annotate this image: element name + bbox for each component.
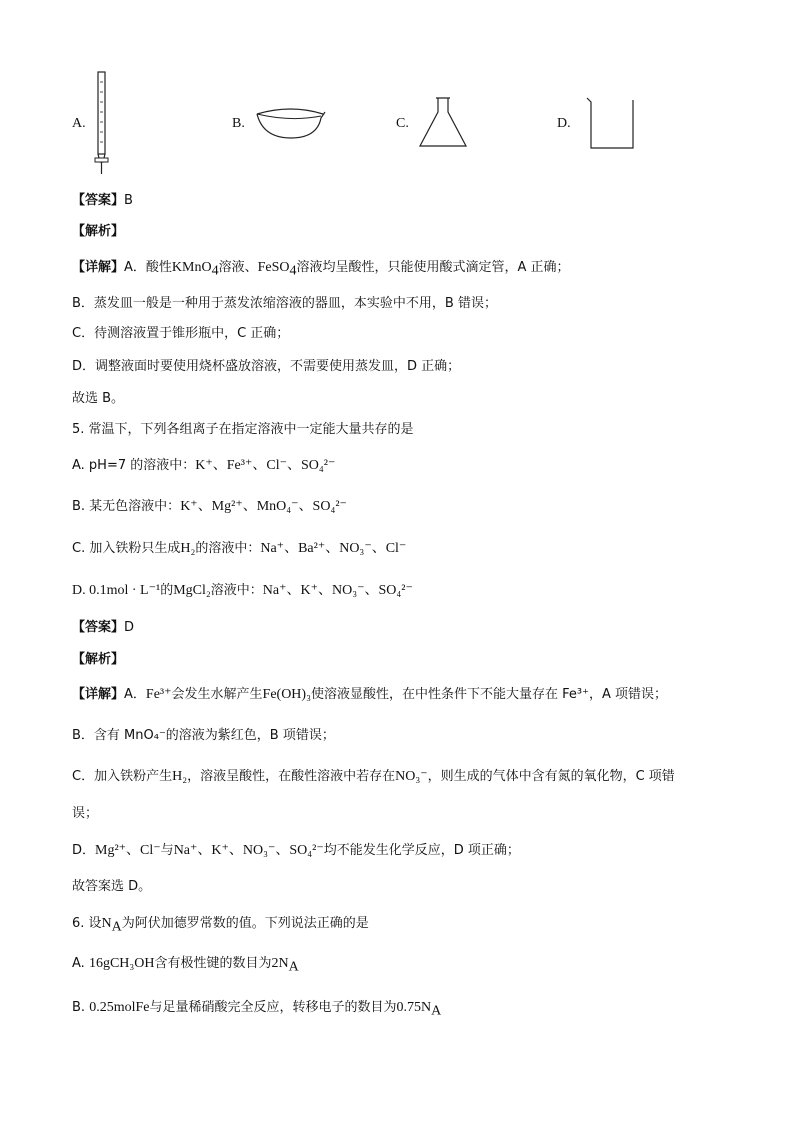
q5-detail-line-1: 【详解】A．Fe³⁺会发生水解产生Fe(OH)₃使溶液显酸性，在中性条件下不能大量存在 Fe³⁺，A 项错误； [72,687,667,702]
q4-detail-line-3: C．待测溶液置于锥形瓶中，C 正确； [72,326,290,341]
q5-stem: 5. 常温下，下列各组离子在指定溶液中一定能大量共存的是 [72,422,414,437]
q5-detail-line-2: B．含有 MnO₄⁻的溶液为紫红色，B 项错误； [72,728,335,743]
q5-option-c: C. 加入铁粉只生成H₂的溶液中：Na⁺、Ba²⁺、NO₃⁻、Cl⁻ [72,541,407,556]
q5-detail-line-3-cont: 误； [72,806,99,821]
burette-icon [90,70,114,178]
option-a-label: A. [72,116,86,131]
q5-analysis-tag: 【解析】 [72,652,125,667]
q5-answer: 【答案】D [72,620,135,635]
q4-answer: 【答案】B [72,193,133,208]
q4-detail-line-1: 【详解】A．酸性KMnO$_4$溶液、FeSO$_4$溶液均呈酸性，只能使用酸式滴定管，A 正确； [72,260,570,279]
q4-detail-line-2: B．蒸发皿一般是一种用于蒸发浓缩溶液的器皿，本实验中不用，B 错误； [72,296,497,311]
q5-option-d: D. 0.1mol · L⁻¹的MgCl₂溶液中：Na⁺、K⁺、NO₃⁻、SO₄²⁻ [72,583,413,598]
q4-analysis-tag: 【解析】 [72,224,125,239]
q6-option-b: B. 0.25molFe与足量稀硝酸完全反应，转移电子的数目为$0.75N_A$ [72,1000,442,1019]
conical-flask-icon [416,96,470,150]
q5-detail-line-4: D．Mg²⁺、Cl⁻与Na⁺、K⁺、NO₃⁻、SO₄²⁻均不能发生化学反应，D 项正确； [72,843,520,858]
q4-detail-line-4: D．调整液面时要使用烧杯盛放溶液，不需要使用蒸发皿，D 正确； [72,359,461,374]
option-b-label: B. [232,116,245,131]
q6-stem: 6. 设$N_A$为阿伏加德罗常数的值。下列说法正确的是 [72,916,369,935]
option-d-label: D. [557,116,571,131]
q5-option-a: A. pH=7 的溶液中：K⁺、Fe³⁺、Cl⁻、SO₄²⁻ [72,458,336,473]
evaporating-dish-icon [255,106,327,142]
q5-option-b: B. 某无色溶液中：K⁺、Mg²⁺、MnO₄⁻、SO₄²⁻ [72,499,347,514]
q5-conclusion: 故答案选 D。 [72,879,152,894]
beaker-icon [585,96,637,152]
q4-conclusion: 故选 B。 [72,391,125,406]
option-c-label: C. [396,116,409,131]
q5-detail-line-3: C．加入铁粉产生H₂，溶液呈酸性，在酸性溶液中若存在NO₃⁻，则生成的气体中含有氮的氧化物，C 项错 [72,769,675,784]
q6-option-a: A. 16gCH₃OH含有极性键的数目为$2N_A$ [72,956,299,975]
